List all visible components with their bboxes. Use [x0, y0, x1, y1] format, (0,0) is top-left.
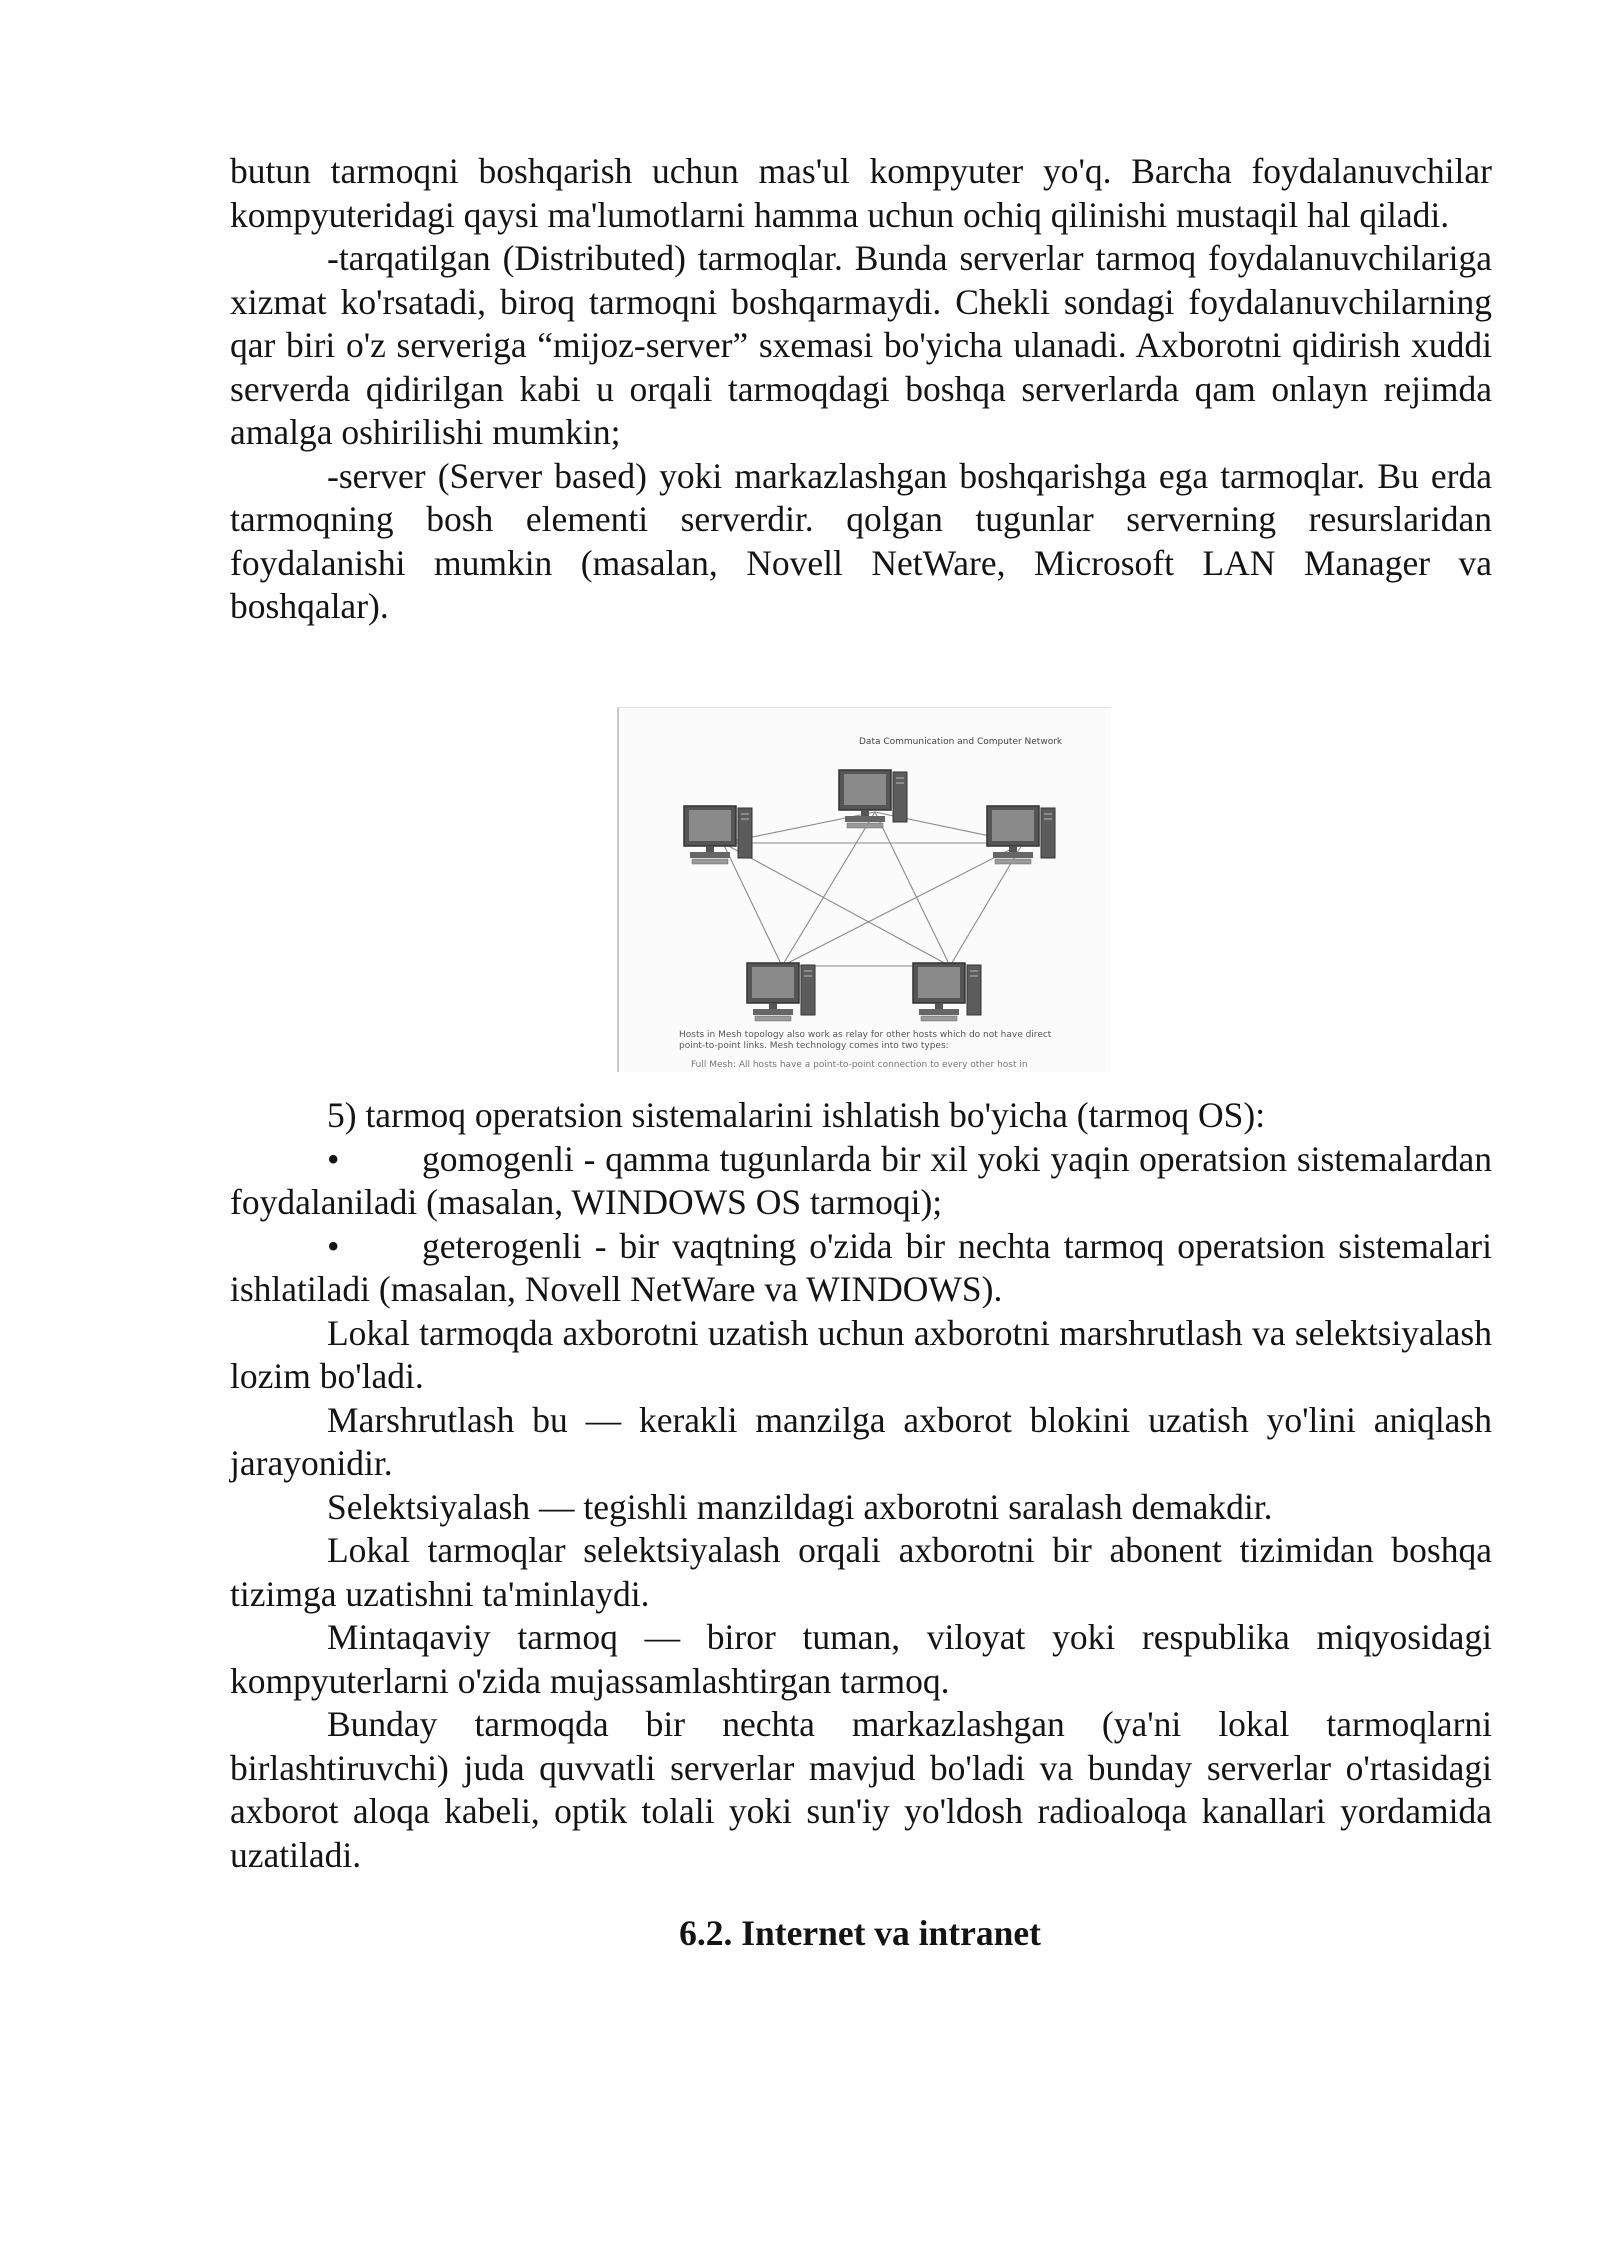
mesh-diagram [619, 708, 1111, 1072]
bullet-text: geterogenli - bir vaqtning o'zida bir nechta tarmoq operatsion sistemalari ishlatiladi (masalan, Novell NetWare va WINDOWS). [230, 1225, 1492, 1309]
figure-caption-line: point-to-point links. Mesh technology comes into two types: [679, 1041, 949, 1051]
bullet-item [230, 1225, 1492, 1312]
computer-icon [913, 963, 981, 1021]
text-block-bottom [230, 1094, 1492, 1877]
mesh-topology-figure [617, 707, 1111, 1072]
figure-title: Data Communication and Computer Network [859, 737, 1063, 747]
bullet-mark: • [327, 1138, 340, 1179]
bullet-item [230, 1138, 1492, 1225]
paragraph: Mintaqaviy tarmoq — biror tuman, viloyat yoki respublika miqyosidagi kompyuterlarni o'zida mujassamlashtirgan tarmoq. [230, 1617, 1492, 1701]
figure-caption [679, 1030, 1099, 1052]
paragraph: butun tarmoqni boshqarish uchun mas'ul kompyuter yo'q. Barcha foydalanuvchilar kompyuteridagi qaysi ma'lumotlarni hamma uchun ochiq qilinishi mustaqil hal qiladi. [230, 151, 1492, 235]
text-block-top [230, 150, 1492, 629]
computer-icon [684, 806, 752, 864]
computer-icon [987, 806, 1055, 864]
paragraph: Marshrutlash bu — kerakli manzilga axborot blokini uzatish yo'lini aniqlash jarayonidir. [230, 1399, 1492, 1483]
bullet-mark: • [327, 1225, 340, 1266]
paragraph: Lokal tarmoqda axborotni uzatish uchun axborotni marshrutlash va selektsiyalash lozim bo'ladi. [230, 1312, 1492, 1396]
mesh-links [723, 812, 1023, 966]
section-heading: 6.2. Internet va intranet [679, 1913, 1041, 1953]
paragraph-server-based: -server (Server based) yoki markazlashgan boshqarishga ega tarmoqlar. Bu erda tarmoqning bosh elementi serverdir. qolgan tugunlar serverning resurslaridan foydalanishi mumkin (masalan, Novell NetWare, Microsoft LAN Manager va boshqalar). [230, 455, 1492, 626]
computer-icon [747, 963, 815, 1021]
computer-icon [839, 770, 907, 828]
paragraph: Bunday tarmoqda bir nechta markazlashgan (ya'ni lokal tarmoqlarni birlashtiruvchi) juda quvvatli serverlar mavjud bo'ladi va bunday serverlar o'rtasidagi axborot aloqa kabeli, optik tolali yoki sun'iy yo'ldosh radioaloqa kanallari yordamida uzatiladi. [230, 1704, 1492, 1875]
bullet-text: gomogenli - qamma tugunlarda bir xil yoki yaqin operatsion sistemalardan foydalaniladi (masalan, WINDOWS OS tarmoqi); [230, 1138, 1492, 1222]
paragraph-distributed: -tarqatilgan (Distributed) tarmoqlar. Bunda serverlar tarmoq foydalanuvchilariga xizmat ko'rsatadi, biroq tarmoqni boshqarmaydi. Chekli sondagi foydalanuvchilarning qar biri o'z serveriga “mijoz-server” sxemasi bo'yicha ulanadi. Axborotni qidirish xuddi serverda qidirilgan kabi u orqali tarmoqdagi boshqa serverlarda qam onlayn rejimda amalga oshirilishi mumkin; [230, 238, 1492, 452]
figure-caption-cut: Full Mesh: All hosts have a point-to-point connection to every other host in [691, 1060, 1028, 1070]
paragraph-os-classification: 5) tarmoq operatsion sistemalarini ishlatish bo'yicha (tarmoq OS): [327, 1095, 1266, 1135]
paragraph: Lokal tarmoqlar selektsiyalash orqali axborotni bir abonent tizimidan boshqa tizimga uzatishni ta'minlaydi. [230, 1530, 1492, 1614]
figure-caption-line: Hosts in Mesh topology also work as relay for other hosts which do not have direct [679, 1030, 1052, 1040]
paragraph: Selektsiyalash — tegishli manzildagi axborotni saralash demakdir. [327, 1486, 1273, 1527]
